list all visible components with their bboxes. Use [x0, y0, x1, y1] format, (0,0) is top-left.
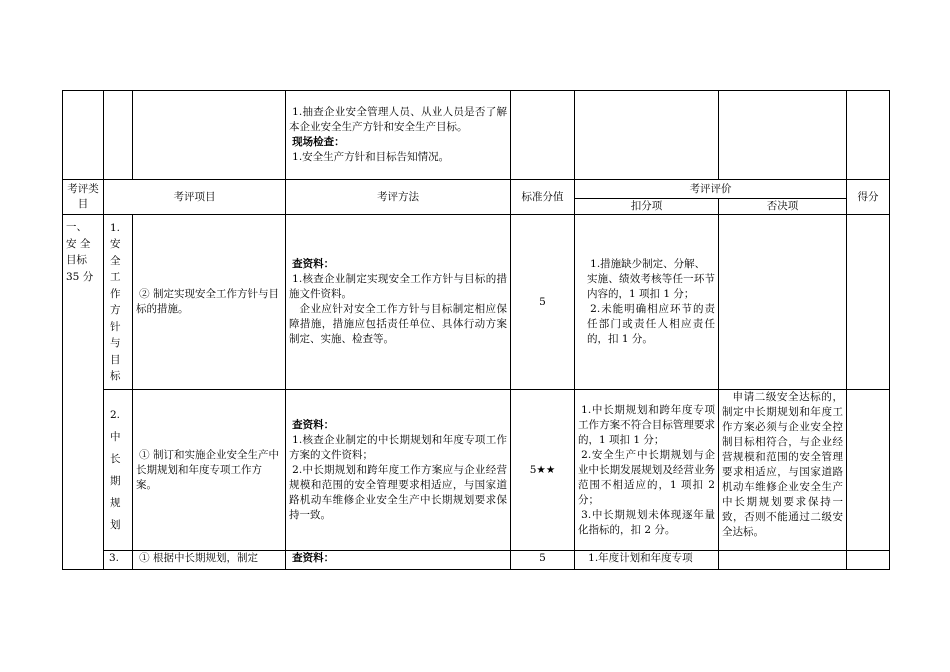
row-2-score	[847, 390, 890, 551]
cell-empty	[847, 91, 890, 180]
method-line: 企业应针对安全工作方针与目标制定相应保障措施，措施应包括责任单位、具体行动方案制定、实施、检查等。	[289, 303, 507, 345]
row-2-method	[286, 390, 511, 551]
item-text: ① 根据中长期规划，制定	[139, 552, 258, 564]
header-deduct: 扣分项	[575, 199, 719, 215]
header-evaluation: 考评评价	[575, 180, 847, 199]
cell-empty	[63, 91, 104, 180]
method-label: 查资料：	[292, 552, 335, 564]
deduct-line: 实施、绩效考核等任一环节内容的，1 项扣 1 分；	[587, 273, 715, 300]
item-char: 期	[110, 475, 121, 487]
header-category: 考评类目	[63, 180, 104, 215]
method-line: 2.中长期规划和跨年度工作方案应与企业经营规模和范围的安全管理要求相适应，与国家道路机动车维修企业安全生产中长期规划要求保持一致。	[289, 463, 507, 521]
item-char: 2.	[110, 409, 121, 421]
table-row-2	[63, 390, 890, 551]
row-3-number: 3.	[104, 551, 133, 570]
category-line: 目标	[66, 254, 87, 266]
table-row-3	[63, 551, 890, 570]
category-line: 安 全	[66, 237, 91, 250]
row-2-number-cell	[104, 390, 133, 551]
method-line: 1.核查企业制定的中长期规划和年度专项工作方案的文件资料；	[289, 433, 507, 461]
item-char: 工	[110, 271, 121, 283]
deduct-line: 1.年度计划和年度专项	[588, 552, 693, 564]
row-3-deduct	[575, 551, 719, 570]
row-3-method	[286, 551, 511, 570]
header-row-1	[63, 180, 890, 199]
method-label: 查资料：	[292, 418, 335, 431]
item-char: 目	[110, 353, 121, 366]
row-1-number-cell	[104, 215, 133, 390]
item-char: 划	[110, 519, 121, 531]
deduct-line: 2.未能明确相应环节的责任部门或责任人相应责任的，扣 1 分。	[587, 303, 715, 345]
header-method: 考评方法	[286, 180, 511, 215]
item-char: 安	[110, 238, 121, 250]
cell-empty	[511, 91, 575, 180]
onsite-check-line: 1.安全生产方针和目标告知情况。	[292, 151, 450, 163]
category-cell	[63, 215, 104, 570]
evaluation-table	[62, 90, 890, 570]
category-line: 35 分	[66, 270, 94, 283]
deduct-line: 1.中长期规划和跨年度专项工作方案不符合目标管理要求的，1 项扣 1 分；	[578, 403, 715, 446]
deduct-line: 3.中长期规划未体现逐年量化指标的，扣 2 分。	[578, 508, 715, 536]
row-3-item	[133, 551, 286, 570]
cell-empty	[104, 91, 133, 180]
item-char: 作	[110, 287, 121, 300]
item-char: 中	[110, 431, 121, 443]
item-char: 规	[110, 497, 121, 509]
veto-text: 申请二级安全达标的，制定中长期规划和年度工作方案必须与企业安全控制目标相符合，与企业经营规模和范围的安全管理要求相适应，与国家道路机动车维修企业安全生产中长期规划要求保持一致，否则不能通过二级安全达标。	[722, 391, 843, 538]
continued-method-line: 1.抽查企业安全管理人员、从业人员是否了解本企业安全生产方针和安全生产目标。	[289, 106, 507, 133]
item-char: 方	[110, 304, 121, 316]
category-line: 一、	[66, 221, 87, 233]
row-1-std-score: 5	[511, 215, 575, 390]
row-2-item	[133, 390, 286, 551]
row-1-veto	[719, 215, 847, 390]
cell-empty	[847, 551, 890, 570]
header-score: 得分	[847, 180, 890, 215]
cell-empty	[719, 91, 847, 180]
row-1-method	[286, 215, 511, 390]
item-char: 长	[110, 453, 121, 465]
cell-empty	[575, 91, 719, 180]
row-2-deduct	[575, 390, 719, 551]
header-item: 考评项目	[104, 180, 286, 215]
item-char: 全	[110, 254, 121, 267]
item-text: ① 制订和实施企业安全生产中长期规划和年度专项工作方案。	[136, 448, 279, 491]
onsite-check-label: 现场检查：	[292, 136, 345, 148]
continued-method-cell	[286, 91, 511, 180]
item-char: 与	[110, 337, 121, 349]
item-char: 针	[110, 320, 121, 333]
method-label: 查资料：	[292, 258, 335, 270]
header-score-std: 标准分值	[511, 180, 575, 215]
item-char: 标	[110, 370, 121, 382]
row-2-std-score: 5★★	[511, 390, 575, 551]
method-line: 1.核查企业制定实现安全工作方针与目标的措施文件资料。	[289, 273, 507, 300]
row-2-veto	[719, 390, 847, 551]
row-1-score	[847, 215, 890, 390]
row-3-std-score: 5	[511, 551, 575, 570]
row-1-item	[133, 215, 286, 390]
continued-row	[63, 91, 890, 180]
cell-empty	[719, 551, 847, 570]
table-row-1	[63, 215, 890, 390]
row-1-deduct	[575, 215, 719, 390]
deduct-line: 2.安全生产中长期规划与企业中长期发展规划及经营业务范围不相适应的，1 项扣 2 分；	[578, 448, 715, 506]
item-text: ② 制定实现安全工作方针与目标的措施。	[136, 288, 279, 315]
cell-empty	[133, 91, 286, 180]
item-char: 1.	[110, 221, 121, 234]
header-veto: 否决项	[719, 199, 847, 215]
deduct-line: 1.措施缺少制定、分解、	[590, 258, 706, 270]
